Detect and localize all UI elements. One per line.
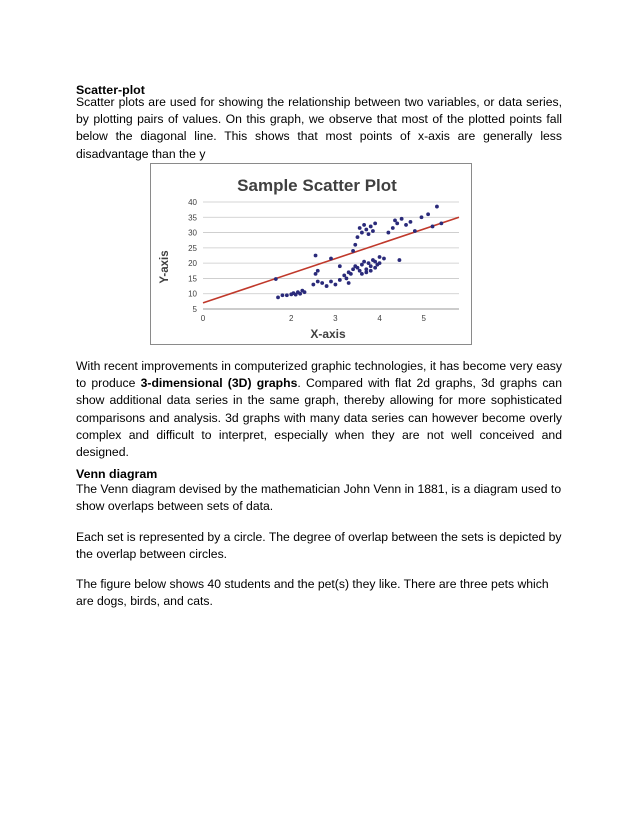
x-tick-label: 2 [289,314,294,323]
y-tick-label: 5 [192,305,197,314]
scatter-point [320,281,324,285]
scatter-point [367,232,371,236]
y-tick-label: 20 [188,259,197,269]
venn-paragraph-1: The Venn diagram devised by the mathematician John Venn in 1881, is a diagram used to show overlaps between sets of data. [76,482,562,514]
scatter-point [369,269,373,273]
scatter-point [358,226,362,230]
scatter-plot-paragraph: Scatter plots are used for showing the relationship between two variables, or data series, by plotting pairs of values. On this graph, we observe that most of the plotted points fall below the diagonal line. This shows that most points of x-axis are generally less disadvantage than the y [76,95,562,161]
y-tick-label: 30 [188,228,197,238]
scatter-chart [151,164,471,344]
scatter-point [298,292,302,296]
scatter-point [420,215,424,219]
scatter-point [358,269,362,273]
scatter-point [395,222,399,226]
scatter-point [353,243,357,247]
x-tick-label: 3 [333,314,338,323]
scatter-point [398,258,402,262]
scatter-point [373,222,377,226]
y-tick-label: 15 [188,274,197,284]
3d-paragraph-text-start: With recent improvements in computerized graphic technologies, it has become very easy to produce [76,359,562,391]
scatter-point [404,223,408,227]
y-tick-label: 40 [188,198,197,207]
scatter-point [329,257,333,261]
scatter-point [351,249,355,253]
scatter-point [364,270,368,274]
data-points [274,205,443,300]
scatter-point [373,266,377,270]
scatter-point [314,254,318,258]
scatter-point [439,222,443,226]
scatter-point [274,277,278,281]
y-tick-label: 35 [188,213,197,223]
x-tick-label: 5 [421,314,426,323]
axis-ticks [188,198,426,323]
scatter-point [325,284,329,288]
scatter-point [400,217,404,221]
scatter-point [338,264,342,268]
y-tick-label: 10 [188,289,197,299]
scatter-point [409,220,413,224]
scatter-point [393,218,397,222]
scatter-point [316,280,320,284]
scatter-point [281,293,285,297]
3d-graphs-paragraph [76,358,562,461]
venn-paragraph-3: The figure below shows 40 students and the pet(s) they like. There are three pets which are dogs, birds, and cats. [76,577,549,609]
scatter-point [367,261,371,265]
y-tick-label: 25 [188,243,197,253]
scatter-point [349,272,353,276]
scatter-point [276,295,280,299]
scatter-point [362,223,366,227]
scatter-chart-frame [150,163,472,345]
scatter-point [413,229,417,233]
scatter-point [369,264,373,268]
scatter-point [360,272,364,276]
scatter-point [356,235,360,239]
scatter-point [311,283,315,287]
scatter-point [435,205,439,209]
scatter-point [338,278,342,282]
scatter-point [360,263,364,267]
scatter-point [371,229,375,233]
scatter-point [360,231,364,235]
scatter-point [285,293,289,297]
x-tick-label: 4 [377,314,382,323]
scatter-point [386,231,390,235]
scatter-point [334,283,338,287]
scatter-point [351,267,355,271]
chart-title: Sample Scatter Plot [237,176,397,195]
scatter-point [364,228,368,232]
scatter-point [373,260,377,264]
scatter-plot-heading: Scatter-plot [76,83,145,97]
y-axis-label: Y-axis [159,250,171,284]
scatter-point [316,269,320,273]
scatter-point [369,225,373,229]
x-tick-label: 0 [200,314,206,323]
scatter-point [391,226,395,230]
scatter-point [303,290,307,294]
scatter-point [378,255,382,259]
3d-graphs-bold-term: 3-dimensional (3D) graphs [140,376,298,391]
scatter-point [356,266,360,270]
scatter-point [378,261,382,265]
scatter-point [329,280,333,284]
scatter-point [382,257,386,261]
scatter-point [431,225,435,229]
venn-paragraph-2: Each set is represented by a circle. The degree of overlap between the sets is depicted by the overlap between circles. [76,530,562,562]
3d-paragraph-text-end: . Compared with flat 2d graphs, 3d graphs can show additional data series in the same graph, thereby allowing for more sophisticated comparisons and analysis. 3d graphs with many data series can however become overly complex and difficult to interpret, especially when they are not well conceived and designed. [76,376,562,460]
scatter-point [426,212,430,216]
scatter-point [347,281,351,285]
x-axis-label: X-axis [310,327,346,341]
scatter-point [362,260,366,264]
scatter-point [345,277,349,281]
scatter-point [314,272,318,276]
venn-diagram-heading: Venn diagram [76,467,158,481]
scatter-point [342,273,346,277]
